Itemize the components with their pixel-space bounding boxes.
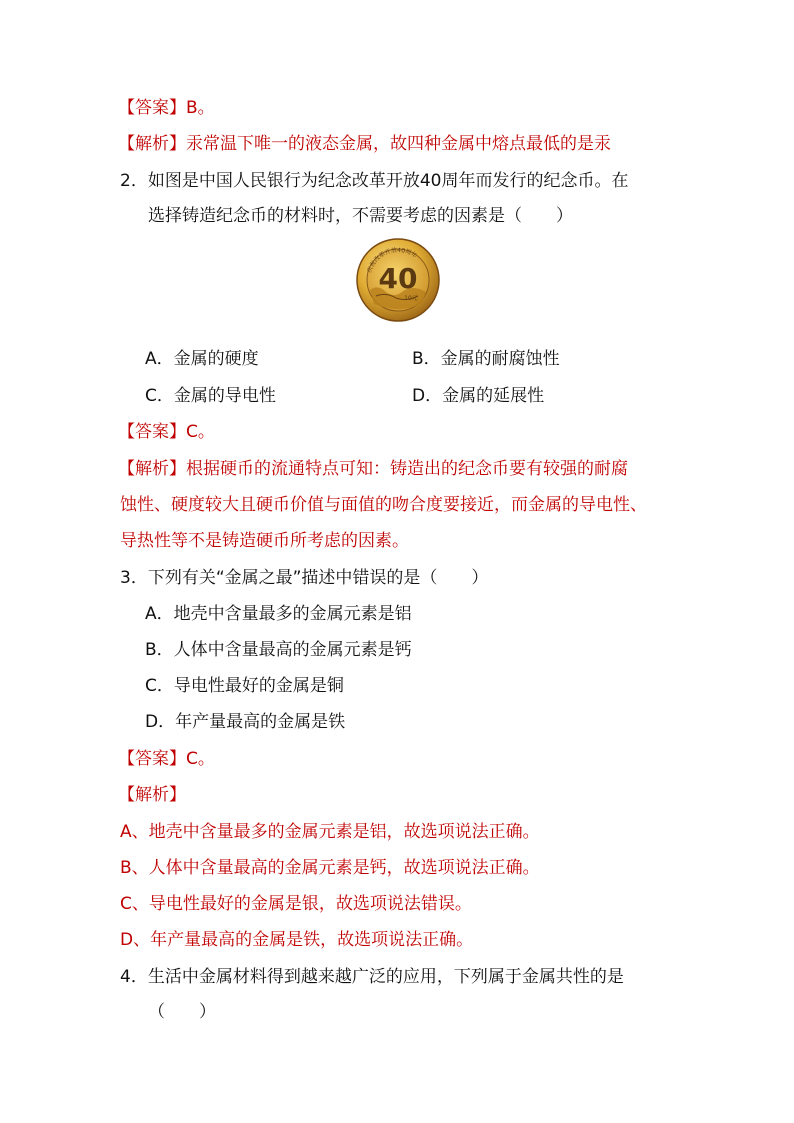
q2-answer: 【答案】C。 <box>118 422 215 442</box>
q3-analysis-title: 【解析】 <box>118 785 186 805</box>
q3-explain-a: A、地壳中含量最多的金属元素是铝，故选项说法正确。 <box>120 822 540 842</box>
commemorative-coin-image <box>356 238 440 322</box>
q3-stem: 3．下列有关“金属之最”描述中错误的是（ ） <box>120 568 489 588</box>
q2-option-c: C．金属的导电性 <box>145 386 276 406</box>
q4-stem-line2: （ ） <box>148 1002 216 1022</box>
q2-analysis-line2: 蚀性、硬度较大且硬币价值与面值的吻合度要接近，而金属的导电性、 <box>120 495 647 515</box>
q3-option-d: D．年产量最高的金属是铁 <box>145 712 346 732</box>
q3-option-c: C．导电性最好的金属是铜 <box>145 676 344 696</box>
q3-explain-c: C、导电性最好的金属是银，故选项说法错误。 <box>120 894 472 914</box>
q3-option-b: B．人体中含量最高的金属元素是钙 <box>145 640 412 660</box>
q2-analysis-line3: 导热性等不是铸造硬币所考虑的因素。 <box>120 531 409 551</box>
q3-explain-d: D、年产量最高的金属是铁，故选项说法正确。 <box>120 930 474 950</box>
q2-option-b: B．金属的耐腐蚀性 <box>412 349 560 369</box>
q1-analysis: 【解析】汞常温下唯一的液态金属，故四种金属中熔点最低的是汞 <box>118 134 611 154</box>
coin-number: 40 <box>378 262 418 295</box>
coin-icon <box>356 238 440 322</box>
q4-stem-line1: 4．生活中金属材料得到越来越广泛的应用，下列属于金属共性的是 <box>120 967 624 987</box>
q2-option-a: A．金属的硬度 <box>145 349 259 369</box>
q2-analysis-line1: 【解析】根据硬币的流通特点可知：铸造出的纪念币要有较强的耐腐 <box>118 459 628 479</box>
q3-explain-b: B、人体中含量最高的金属元素是钙，故选项说法正确。 <box>120 858 540 878</box>
q3-answer: 【答案】C。 <box>118 749 215 769</box>
q3-option-a: A．地壳中含量最多的金属元素是铝 <box>145 604 412 624</box>
q2-stem-line2: 选择铸造纪念币的材料时，不需要考虑的因素是（ ） <box>148 206 573 226</box>
coin-ring-textpath: 庆祝改革开放40周年 <box>366 246 419 274</box>
coin-denomination: 10元 <box>404 295 418 302</box>
q2-stem-line1: 2．如图是中国人民银行为纪念改革开放40周年而发行的纪念币。在 <box>120 171 629 191</box>
q1-answer: 【答案】B。 <box>118 98 215 118</box>
q2-option-d: D．金属的延展性 <box>412 386 545 406</box>
